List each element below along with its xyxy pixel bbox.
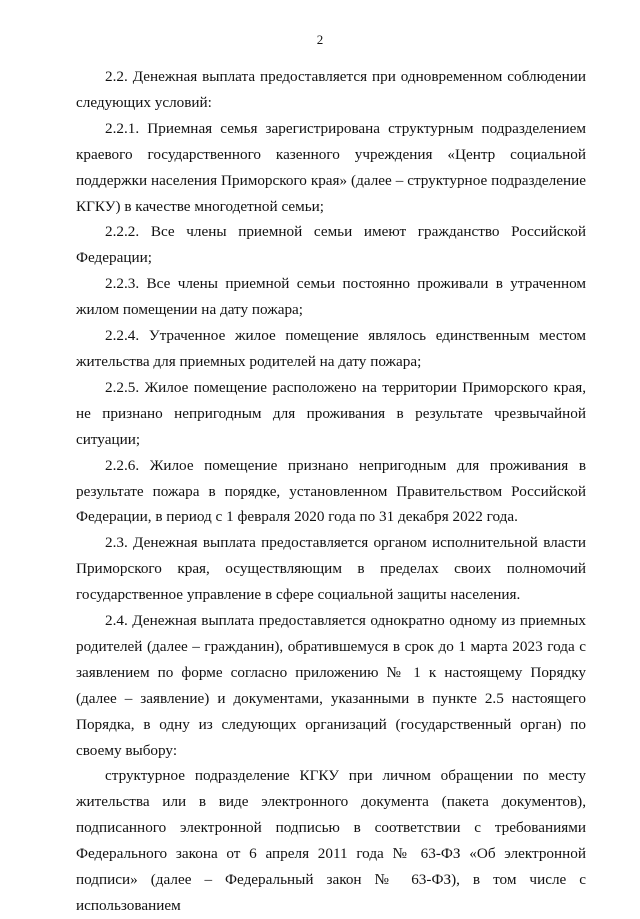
paragraph-kgku-option: структурное подразделение КГКУ при личном обращении по месту жительства или в виде электронного документа (пакета документов), подписанного электронной подписью в соответствии с требованиями Федерального закона от 6 апреля 2011 года № 63-ФЗ «Об электронной подписи» (далее – Федеральный закон № 63-ФЗ), в том числе с использованием [76,767,586,914]
paragraph-2-2-3: 2.2.3. Все члены приемной семьи постоянно проживали в утраченном жилом помещении на дату пожара; [76,275,586,319]
page-number: 2 [316,32,324,47]
paragraph-2-4: 2.4. Денежная выплата предоставляется однократно одному из приемных родителей (далее – гражданин), обратившемуся в срок до 1 марта 2023 года с заявлением по форме согласно приложению № 1 к настоящему Порядку (далее – заявление) и документами, указанными в пункте 2.5 настоящего Порядка, в одну из следующих организаций (государственный орган) по своему выбору: [76,612,586,759]
paragraph-2-2: 2.2. Денежная выплата предоставляется при одновременном соблюдении следующих условий: [76,68,586,111]
document-body [76,64,586,919]
paragraph-2-2-6: 2.2.6. Жилое помещение признано непригодным для проживания в результате пожара в порядке, установленном Правительством Российской Федерации, в период с 1 февраля 2020 года по 31 декабря 2022 года. [76,456,586,526]
paragraph-2-2-1: 2.2.1. Приемная семья зарегистрирована структурным подразделением краевого государственного казенного учреждения «Центр социальной поддержки населения Приморского края» (далее – структурное подразделение КГКУ) в качестве многодетной семьи; [76,119,586,215]
paragraph-2-2-2: 2.2.2. Все члены приемной семьи имеют гражданство Российской Федерации; [76,223,586,267]
paragraph-2-2-4: 2.2.4. Утраченное жилое помещение являлось единственным местом жительства для приемных родителей на дату пожара; [76,327,586,370]
paragraph-2-2-5: 2.2.5. Жилое помещение расположено на территории Приморского края, не признано непригодным для проживания в результате чрезвычайной ситуации; [76,378,586,448]
paragraph-2-3: 2.3. Денежная выплата предоставляется органом исполнительной власти Приморского края, осуществляющим в пределах своих полномочий государственное управление в сфере социальной защиты населения. [76,534,586,604]
